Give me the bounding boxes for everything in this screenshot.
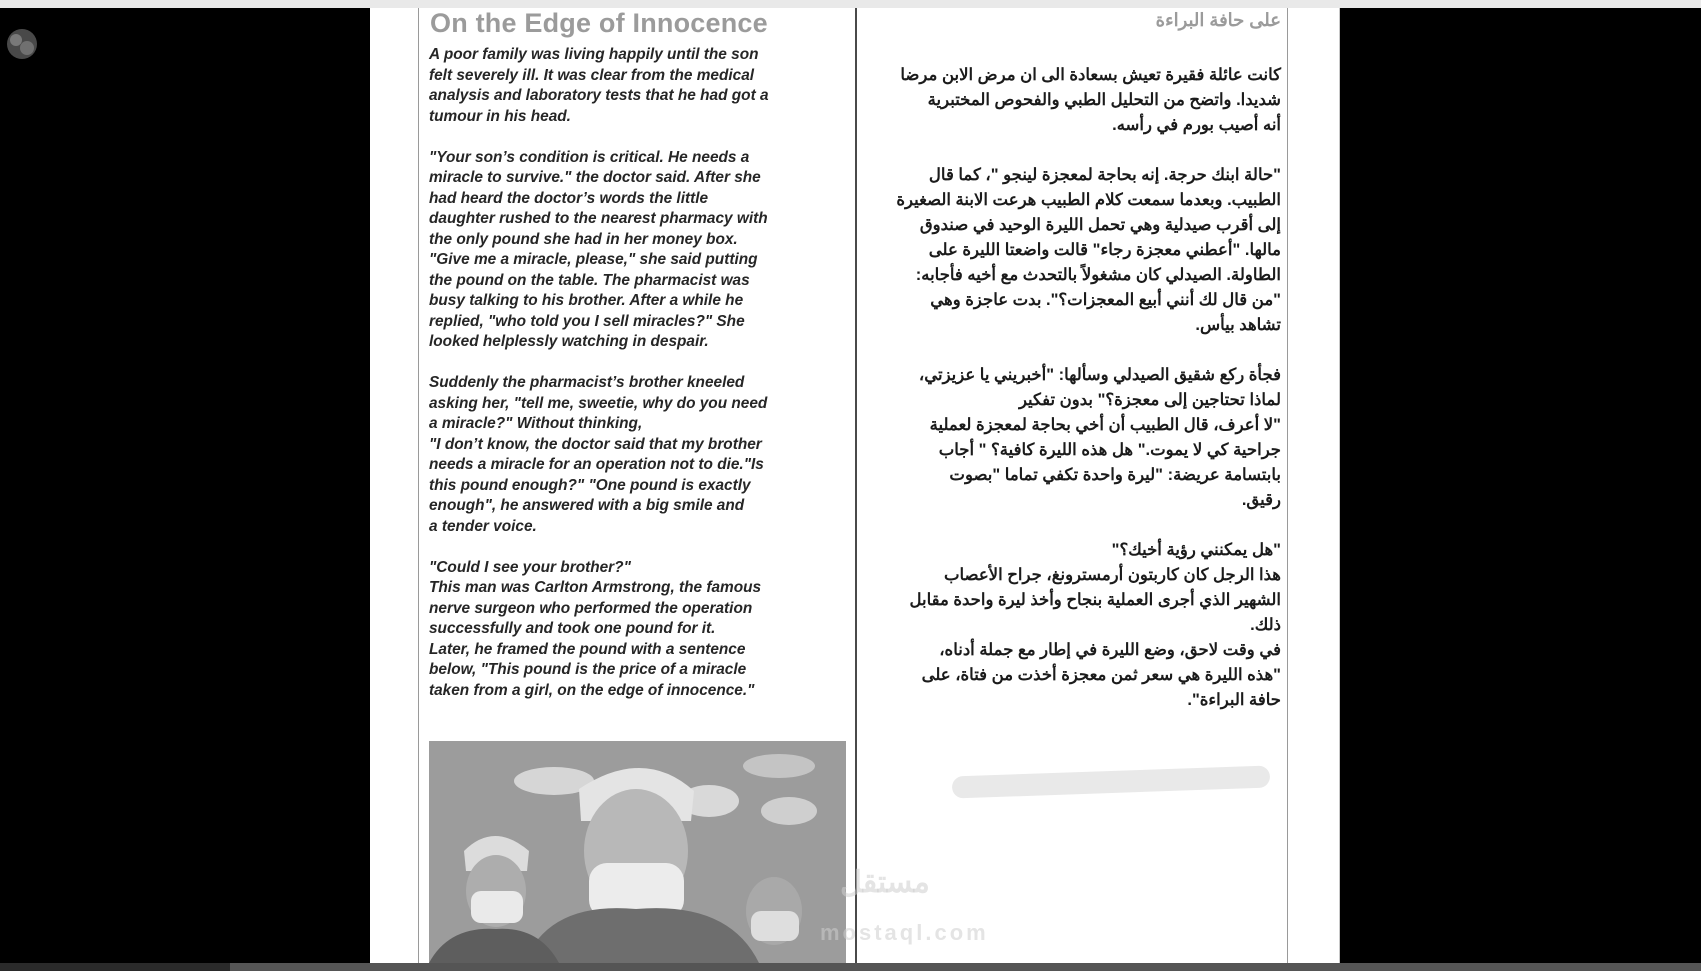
surgeons-illustration	[429, 741, 846, 963]
arabic-title: على حافة البراءة	[1155, 10, 1281, 30]
corner-smudge-icon	[2, 24, 42, 64]
watermark-logo: مستقل	[840, 866, 930, 899]
top-strip	[0, 0, 1701, 8]
document-page	[370, 8, 1340, 963]
english-story: A poor family was living happily until the son felt severely ill. It was clear from the medical analysis and laboratory tests that he had got a tumour in his head. "Your son’s condition is critical. He needs a miracle to survive." the doctor said. After she had heard the doctor’s words the little daughter rushed to the nearest pharmacy with the only pound she had in her money box. "Give me a miracle, please," she said putting the pound on the table. The pharmacist was busy talking to his brother. After a while he replied, "who told you I sell miracles?" She looked helplessly watching in despair. Suddenly the pharmacist’s brother kneeled asking her, "tell me, sweetie, why do you need a miracle?" Without thinking, "I don’t know, the doctor said that my brother needs a miracle for an operation not to die."Is this pound enough?" "One pound is exactly enough", he answered with a big smile and a tender voice. "Could I see your brother?" This man was Carlton Armstrong, the famous nerve surgeon who performed the operation successfully and took one pound for it. Later, he framed the pound with a sentence below, "This pound is the price of a miracle taken from a girl, on the edge of innocence."	[429, 46, 769, 699]
blurred-area	[952, 765, 1271, 798]
surgeon-photo	[429, 741, 846, 963]
english-title: On the Edge of Innocence	[430, 8, 768, 38]
column-divider-right	[1287, 8, 1288, 963]
page-edge	[1339, 8, 1340, 963]
watermark-url: mostaql.com	[820, 920, 989, 945]
bottom-bar-segment	[230, 963, 1701, 971]
column-divider-left	[418, 8, 419, 963]
arabic-story: كانت عائلة فقيرة تعيش بسعادة الى ان مرض الابن مرضا شديدا. واتضح من التحليل الطبي والفحوص المختبرية أنه أصيب بورم في رأسه. "حالة ابنك حرجة. إنه بحاجة لمعجزة لينجو "، كما قال الطبيب. وبعدما سمعت كلام الطبيب هرعت الابنة الصغيرة إلى أقرب صيدلية وهي تحمل الليرة الوحيد في صندوق مالها. "أعطني معجزة رجاء" قالت واضعتا الليرة على الطاولة. الصيدلي كان مشغولاً بالتحدث مع أخيه فأجابه: "من قال لك أنني أبيع المعجزات؟". بدت عاجزة وهي تشاهد بيأس. فجأة ركع شقيق الصيدلي وسألها: "أخبريني يا عزيزتي، لماذا تحتاجين إلى معجزة؟" بدون تفكير "لا أعرف، قال الطبيب أن أخي بحاجة لمعجزة لعملية جراحية كي لا يموت." هل هذه الليرة كافية؟ " أجاب بابتسامة عريضة: "ليرة واحدة تكفي تماما "بصوت رقيق. "هل يمكنني رؤية أخيك؟" هذا الرجل كان كاربتون أرمسترونغ، جراح الأعصاب الشهير الذي أجرى العملية بنجاح وأخذ ليرة واحدة مقابل ذلك. في وقت لاحق، وضع الليرة في إطار مع جملة أدناه، "هذه الليرة هي سعر ثمن معجزة أخذت من فتاة، على حافة البراءة".	[896, 66, 1281, 709]
